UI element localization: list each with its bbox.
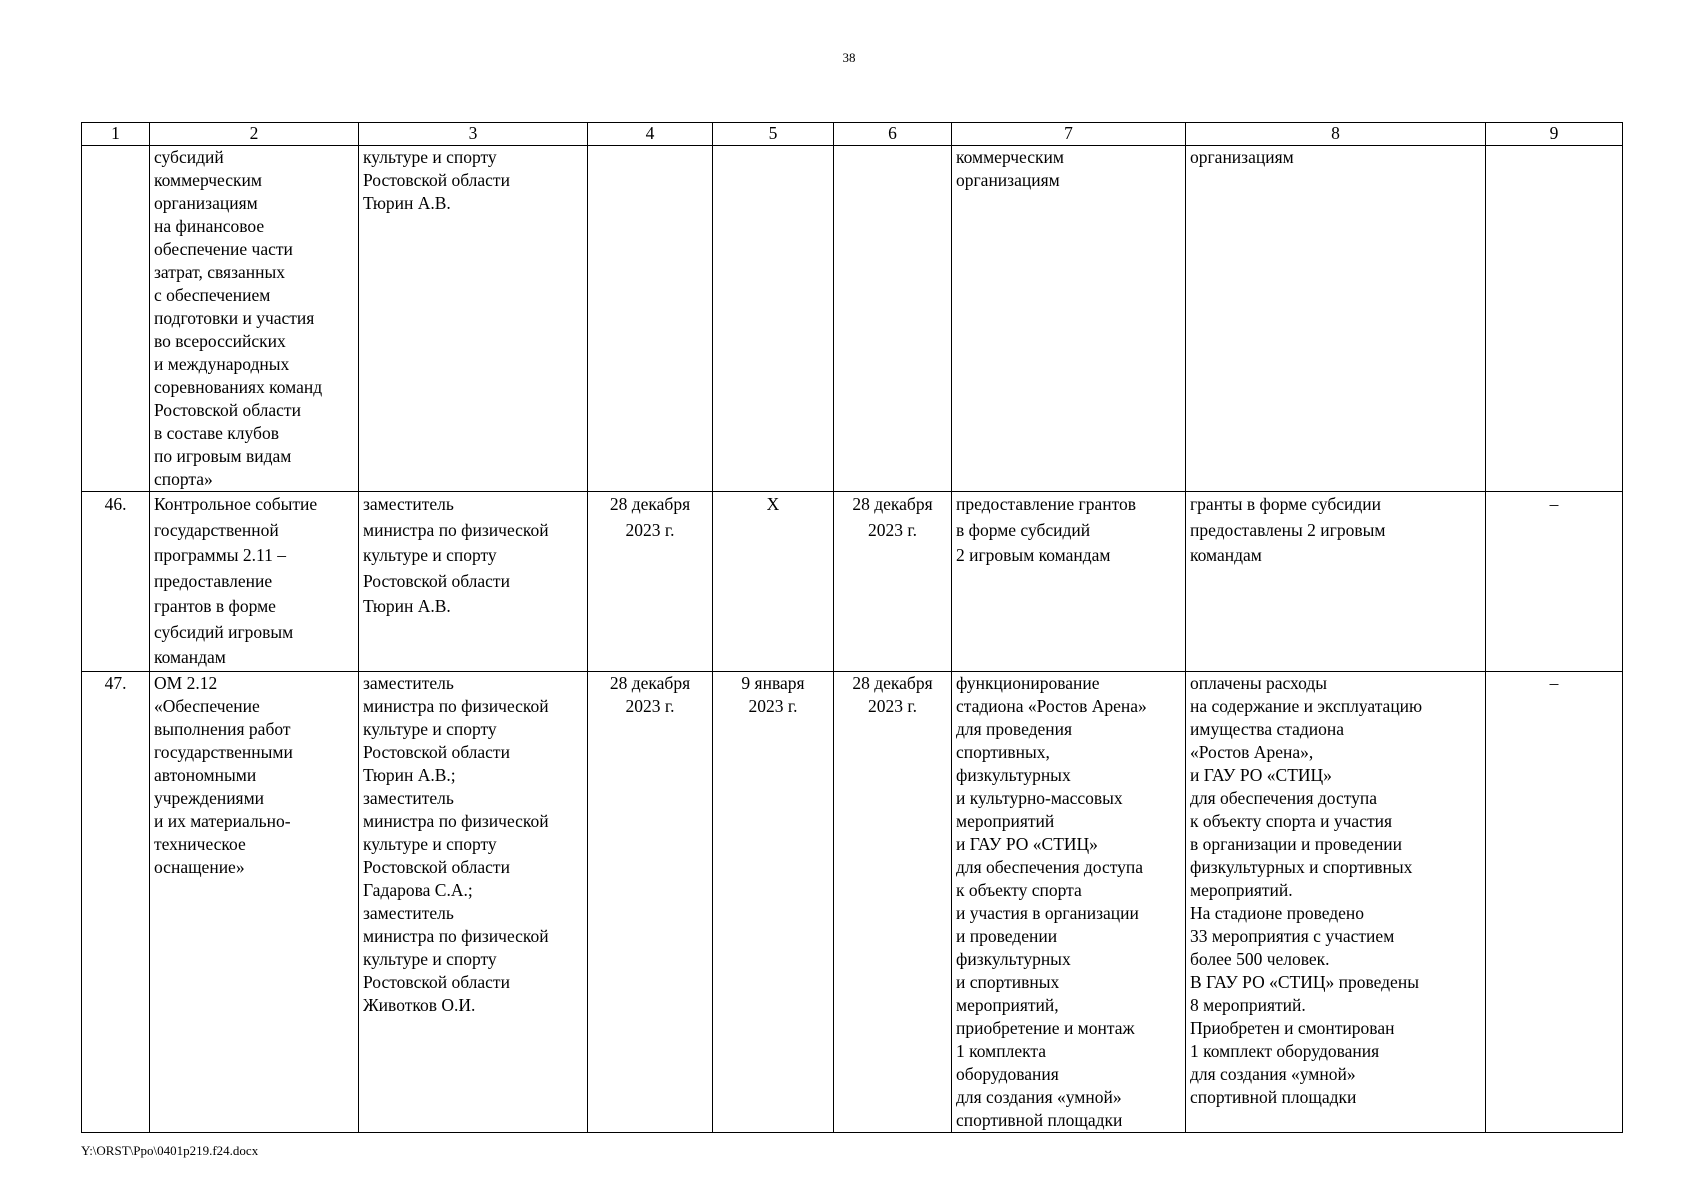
header-row bbox=[82, 123, 1623, 146]
table-header bbox=[82, 123, 1623, 146]
row-number-cell: 46. bbox=[82, 492, 150, 672]
table-row-46 bbox=[82, 492, 1623, 672]
start-date-cell: 9 января 2023 г. bbox=[713, 671, 834, 1132]
planned-result-cell: функционирование стадиона «Ростов Арена» для проведения спортивных, физкультурных и культурно-массовых мероприятий и ГАУ РО «СТИЦ» для обеспечения доступа к объекту спорта и участия в организации и проведении физкультурных и спортивных мероприятий, приобретение и монтаж 1 комплекта оборудования для создания «умной» спортивной площадки bbox=[952, 671, 1186, 1132]
header-cell-4: 4 bbox=[588, 123, 713, 146]
planned-result-cell: предоставление грантов в форме субсидий 2 игровым командам bbox=[952, 492, 1186, 672]
actual-date-cell bbox=[834, 146, 952, 492]
header-cell-7: 7 bbox=[952, 123, 1186, 146]
report-table bbox=[81, 122, 1623, 1133]
row-number-cell bbox=[82, 146, 150, 492]
actual-date-cell: 28 декабря 2023 г. bbox=[834, 492, 952, 672]
actual-result-cell: оплачены расходы на содержание и эксплуатацию имущества стадиона «Ростов Арена», и ГАУ РО «СТИЦ» для обеспечения доступа к объекту спорта и участия в организации и проведении физкультурных и спортивных мероприятий. На стадионе проведено 33 мероприятия с участием более 500 человек. В ГАУ РО «СТИЦ» проведены 8 мероприятий. Приобретен и смонтирован 1 комплект оборудования для создания «умной» спортивной площадки bbox=[1186, 671, 1486, 1132]
planned-date-cell bbox=[588, 146, 713, 492]
page-number: 38 bbox=[842, 50, 856, 65]
planned-result-cell: коммерческим организациям bbox=[952, 146, 1186, 492]
event-name-cell: Контрольное событие государственной программы 2.11 – предоставление грантов в форме субсидий игровым командам bbox=[150, 492, 359, 672]
responsible-cell: заместитель министра по физической культуре и спорту Ростовской области Тюрин А.В. bbox=[359, 492, 588, 672]
planned-date-cell: 28 декабря 2023 г. bbox=[588, 492, 713, 672]
header-cell-9: 9 bbox=[1486, 123, 1623, 146]
responsible-cell: заместитель министра по физической культуре и спорту Ростовской области Тюрин А.В.; заместитель министра по физической культуре и спорту Ростовской области Гадарова С.А.; заместитель министра по физической культуре и спорту Ростовской области Животков О.И. bbox=[359, 671, 588, 1132]
notes-cell: – bbox=[1486, 671, 1623, 1132]
event-name-cell: ОМ 2.12 «Обеспечение выполнения работ государственными автономными учреждениями и их материально- техническое оснащение» bbox=[150, 671, 359, 1132]
responsible-cell: культуре и спорту Ростовской области Тюрин А.В. bbox=[359, 146, 588, 492]
header-cell-8: 8 bbox=[1186, 123, 1486, 146]
header-cell-5: 5 bbox=[713, 123, 834, 146]
notes-cell bbox=[1486, 146, 1623, 492]
actual-date-cell: 28 декабря 2023 г. bbox=[834, 671, 952, 1132]
event-name-cell: субсидий коммерческим организациям на финансовое обеспечение части затрат, связанных с обеспечением подготовки и участия во всероссийских и международных соревнованиях команд Ростовской области в составе клубов по игровым видам спорта» bbox=[150, 146, 359, 492]
header-cell-6: 6 bbox=[834, 123, 952, 146]
file-path-footer: Y:\ORST\Ppo\0401p219.f24.docx bbox=[81, 1143, 259, 1158]
planned-date-cell: 28 декабря 2023 г. bbox=[588, 671, 713, 1132]
actual-result-cell: гранты в форме субсидии предоставлены 2 игровым командам bbox=[1186, 492, 1486, 672]
actual-result-cell: организациям bbox=[1186, 146, 1486, 492]
table-row-47 bbox=[82, 671, 1623, 1132]
row-number-cell: 47. bbox=[82, 671, 150, 1132]
table-row-continuation bbox=[82, 146, 1623, 492]
header-cell-1: 1 bbox=[82, 123, 150, 146]
header-cell-3: 3 bbox=[359, 123, 588, 146]
start-date-cell bbox=[713, 146, 834, 492]
header-cell-2: 2 bbox=[150, 123, 359, 146]
start-date-cell: Х bbox=[713, 492, 834, 672]
notes-cell: – bbox=[1486, 492, 1623, 672]
